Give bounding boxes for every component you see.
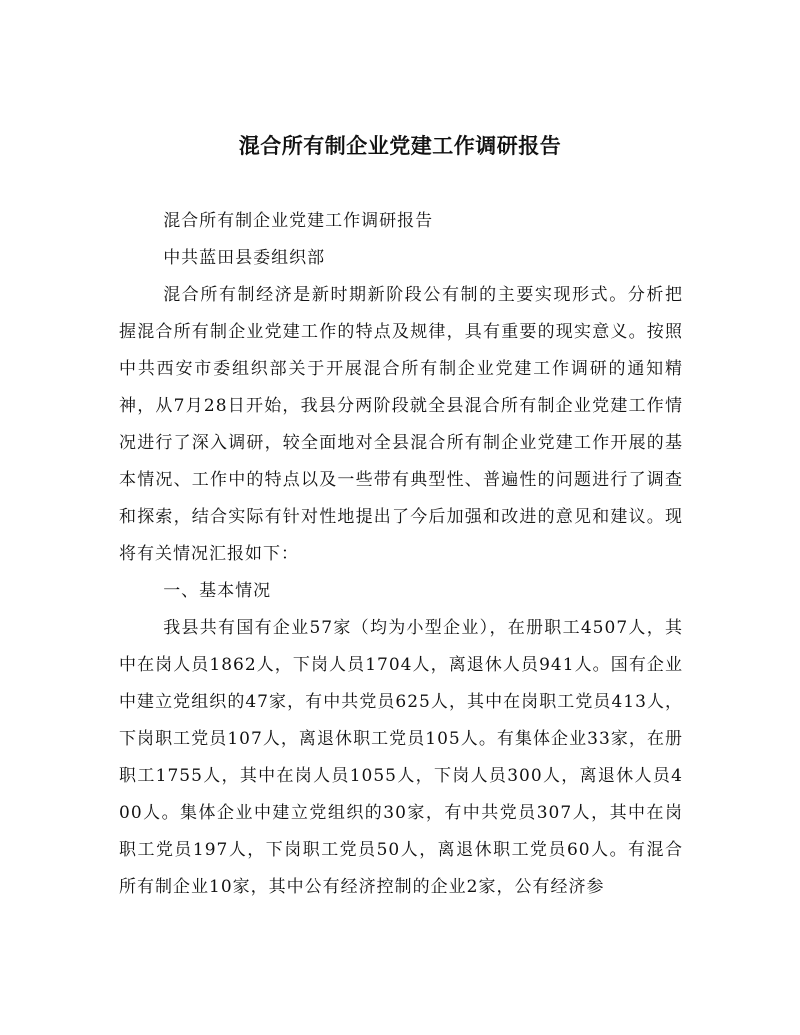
document-body: [119, 203, 683, 906]
paragraph-basic-situation: 我县共有国有企业57家（均为小型企业），在册职工4507人，其中在岗人员1862人，下岗人员1704人，离退休人员941人。国有企业中建立党组织的47家，有中共党员625人，其中在岗职工党员413人，下岗职工党员107人，离退休职工党员105人。有集体企业33家，在册职工1755人，其中在岗人员1055人，下岗人员300人，离退休人员400人。集体企业中建立党组织的30家，有中共党员307人，其中在岗职工党员197人，下岗职工党员50人，离退休职工党员60人。有混合所有制企业10家，其中公有经济控制的企业2家，公有经济参: [119, 618, 683, 897]
paragraph-author: 中共蓝田县委组织部: [163, 248, 326, 268]
document-title: 混合所有制企业党建工作调研报告: [238, 134, 562, 158]
paragraph-introduction: 混合所有制经济是新时期新阶段公有制的主要实现形式。分析把握混合所有制企业党建工作的特点及规律，具有重要的现实意义。按照中共西安市委组织部关于开展混合所有制企业党建工作调研的通知精神，从7月28日开始，我县分两阶段就全县混合所有制企业党建工作情况进行了深入调研，较全面地对全县混合所有制企业党建工作开展的基本情况、工作中的特点以及一些带有典型性、普遍性的问题进行了调查和探索，结合实际有针对性地提出了今后加强和改进的意见和建议。现将有关情况汇报如下：: [119, 285, 683, 564]
section-heading-basic-situation: 一、基本情况: [163, 581, 272, 601]
paragraph-subtitle: 混合所有制企业党建工作调研报告: [163, 211, 434, 231]
